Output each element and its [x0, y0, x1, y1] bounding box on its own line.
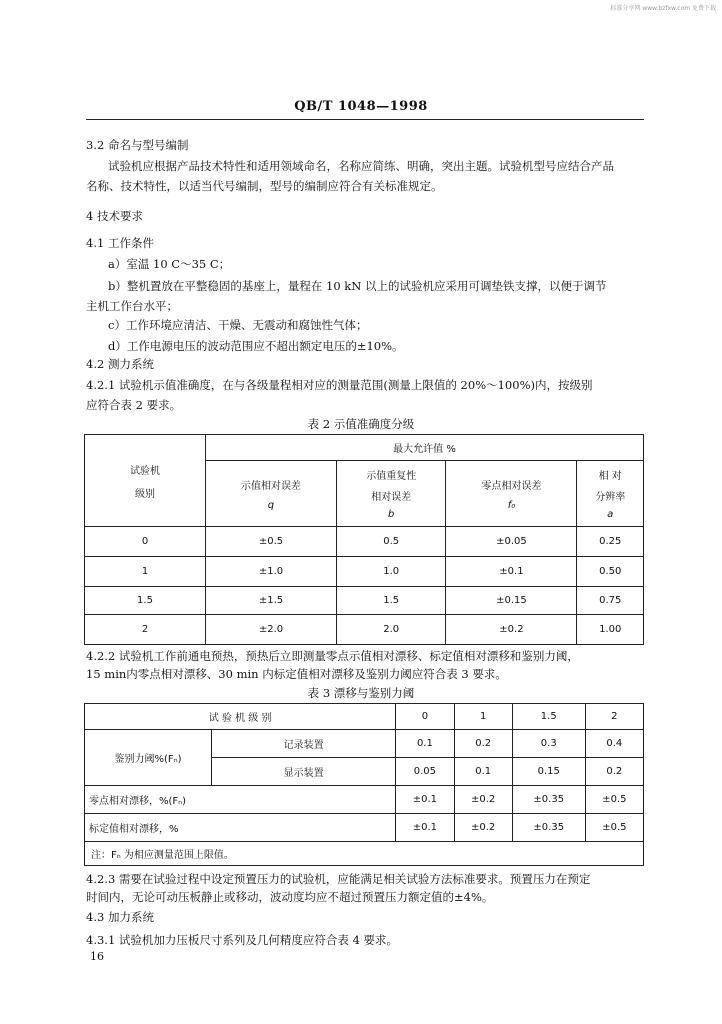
table-header-cell: 示值重复性 相对误差 b [336, 461, 446, 527]
table-row: 零点相对漂移，%(Fₙ) ±0.1 ±0.2 ±0.35 ±0.5 [85, 786, 644, 814]
section-4-3-heading: 4.3 加力系统 [86, 910, 154, 924]
paragraph: 4.2.3 需要在试验过程中设定预置压力的试验机，应能满足相关试验方法标准要求。预置压力在预定 [86, 872, 591, 886]
table-header-cell: 相 对 分辨率 a [577, 461, 644, 527]
paragraph: 15 min内零点相对漂移、30 min 内标定值相对漂移及鉴别力阈应符合表 3 要求。 [86, 667, 507, 681]
paragraph: 应符合表 2 要求。 [86, 398, 182, 412]
list-item: b）整机置放在平整稳固的基座上，量程在 10 kN 以上的试验机应采用可调垫铁支撑，以便于调节 [108, 279, 607, 293]
table-row: 0 ±0.5 0.5 ±0.05 0.25 [85, 527, 644, 557]
header-rule [86, 119, 644, 120]
table-group-header: 最大允许值 % [206, 435, 644, 461]
table-row: 2 ±2.0 2.0 ±0.2 1.00 [85, 615, 644, 645]
table-2-caption: 表 2 示值准确度分级 [307, 417, 415, 431]
paragraph: 4.2.1 试验机示值准确度，在与各级量程相对应的测量范围(测量上限值的 20%～100%)内，按级别 [86, 378, 593, 392]
table-row: 显示装置 0.05 0.1 0.15 0.2 [85, 758, 644, 786]
paragraph: 试验机应根据产品技术特性和适用领域命名，名称应简练、明确，突出主题。试验机型号应结合产品 [108, 159, 614, 173]
table-header-cell: 示值相对误差 q [206, 461, 337, 527]
watermark: 标准分享网 www.bzfxw.com 免费下载 [610, 5, 716, 12]
paragraph: 4.3.1 试验机加力压板尺寸系列及几何精度应符合表 4 要求。 [86, 933, 399, 947]
table-row: 标定值相对漂移，% ±0.1 ±0.2 ±0.35 ±0.5 [85, 814, 644, 842]
table-header-level: 试验机 级别 [85, 435, 206, 527]
table-2 [84, 434, 644, 645]
table-row: 1 ±1.0 1.0 ±0.1 0.50 [85, 557, 644, 587]
paragraph: 名称、技术特性，以适当代号编制，型号的编制应符合有关标准规定。 [86, 179, 443, 193]
page-header: QB/T 1048—1998 [294, 99, 428, 114]
page-number: 16 [90, 950, 104, 963]
list-item-cont: 主机工作台水平； [86, 299, 178, 313]
list-item: d）工作电源电压的波动范围应不超出额定电压的±10%。 [108, 339, 404, 353]
table-header-level: 试 验 机 级 别 [85, 704, 396, 730]
list-item: c）工作环境应清洁、干燥、无震动和腐蚀性气体； [108, 318, 368, 332]
table-header-cell: 零点相对误差 f₀ [446, 461, 577, 527]
section-4-1-heading: 4.1 工作条件 [86, 236, 154, 250]
paragraph: 时间内，无论可动压板静止或移动，波动度均应不超过预置压力额定值的±4%。 [86, 890, 494, 904]
section-4-2-heading: 4.2 测力系统 [86, 357, 154, 371]
section-3-2-heading: 3.2 命名与型号编制 [86, 138, 189, 152]
section-4-heading: 4 技术要求 [86, 209, 143, 223]
table-3: 试 验 机 级 别 0 1 1.5 2 鉴别力阈%(Fₙ) 记录装置 0.1 0.2 0.3 0.4 显示装置 0.05 0.1 0.15 0.2 零点相对漂移，%(Fₙ) ±0.1 ±0.2 ±0.35 ±0.5 标定值相对漂移，% ±0.1 ±0.2 ±0.35 ±0.5 注：Fₙ 为相应测量范围上限值。 [84, 703, 644, 866]
table-row: 1.5 ±1.5 1.5 ±0.15 0.75 [85, 587, 644, 615]
table-3-caption: 表 3 漂移与鉴别力阈 [307, 686, 415, 700]
paragraph: 4.2.2 试验机工作前通电预热，预热后立即测量零点示值相对漂移、标定值相对漂移和鉴别力阈， [86, 649, 579, 663]
list-item: a）室温 10 C～35 C； [108, 257, 231, 271]
table-row: 鉴别力阈%(Fₙ) 记录装置 0.1 0.2 0.3 0.4 [85, 730, 644, 758]
table-note: 注：Fₙ 为相应测量范围上限值。 [85, 842, 644, 866]
